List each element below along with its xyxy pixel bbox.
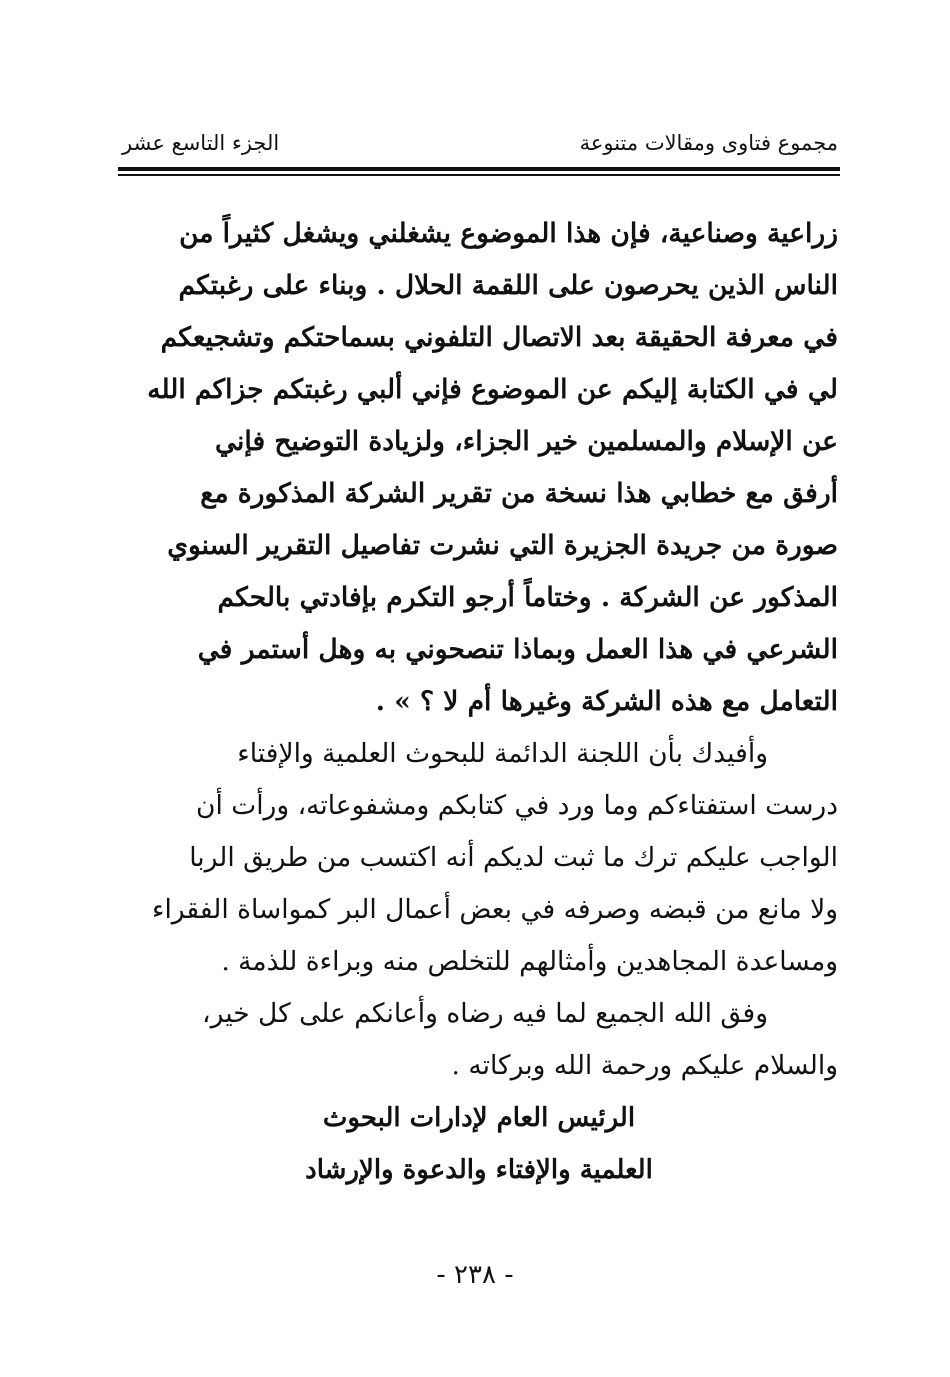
- signature-line-1: الرئيس العام لإدارات البحوث: [322, 1103, 636, 1133]
- page-body: [120, 208, 838, 1092]
- running-header: [122, 128, 838, 158]
- signature-line-2: العلمية والإفتاء والدعوة والإرشاد: [305, 1155, 653, 1185]
- header-rule-thick: [118, 167, 840, 171]
- header-rule-thin: [118, 174, 840, 176]
- volume-label: الجزء التاسع عشر: [122, 131, 280, 155]
- answer-paragraph: وأفيدك بأن اللجنة الدائمة للبحوث العلمية والإفتاء درست استفتاءكم وما ورد في كتابكم ومشفوعاته، ورأت أن الواجب عليكم ترك ما ثبت لديكم أنه اكتسب من طريق الربا ولا مانع من قبضه وصرفه في بعض أعمال البر كمواساة الفقراء ومساعدة المجاهدين وأمثالهم للتخلص منه وبراءة للذمة .: [151, 738, 838, 977]
- closing-paragraph: وفق الله الجميع لما فيه رضاه وأعانكم على كل خير، والسلام عليكم ورحمة الله وبركاته .: [202, 998, 838, 1081]
- question-paragraph: زراعية وصناعية، فإن هذا الموضوع يشغلني ويشغل كثيراً من الناس الذين يحرصون على اللقمة الحلال . وبناء على رغبتكم في معرفة الحقيقة بعد الاتصال التلفوني بسماحتكم وتشجيعكم لي في الكتابة إليكم عن الموضوع فإني ألبي رغبتكم جزاكم الله عن الإسلام والمسلمين خير الجزاء، ولزيادة التوضيح فإني أرفق مع خطابي هذا نسخة من تقرير الشركة المذكورة مع صورة من جريدة الجزيرة التي نشرت تفاصيل التقرير السنوي المذكور عن الشركة . وختاماً أرجو التكرم بإفادتي بالحكم الشرعي في هذا العمل وبماذا تنصحوني به وهل أستمر في التعامل مع هذه الشركة وغيرها أم لا ؟ » .: [147, 218, 838, 717]
- book-title: مجموع فتاوى ومقالات متنوعة: [579, 131, 838, 155]
- signature-block: [120, 1092, 838, 1196]
- page-number: - ٢٣٨ -: [436, 1260, 514, 1290]
